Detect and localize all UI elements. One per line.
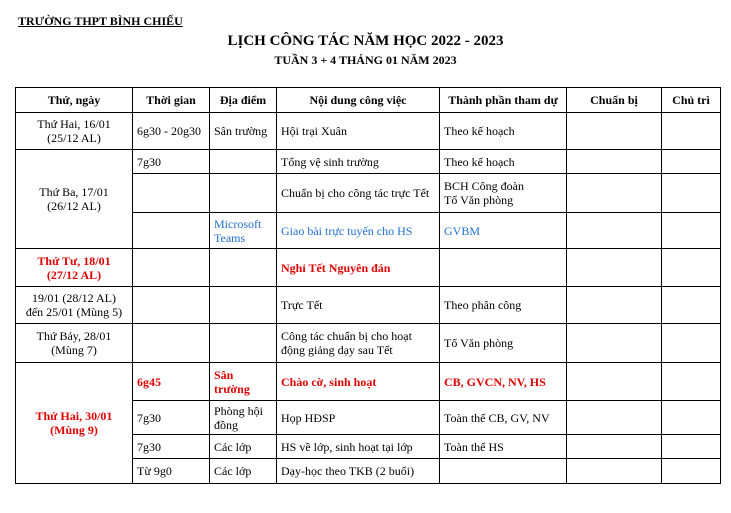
content-cell: Tổng vệ sinh trường [277,150,440,174]
school-name: TRƯỜNG THPT BÌNH CHIỂU [18,14,183,28]
place-cell [210,150,277,174]
day-label: Thứ Hai, 30/01 [35,409,113,423]
place-cell [210,324,277,363]
chair-cell [662,249,721,287]
attendees-cell: Theo phân công [440,287,567,324]
attendees-cell: CB, GVCN, NV, HS [440,363,567,401]
time-cell: Từ 9g0 [133,459,210,484]
chair-cell [662,287,721,324]
attendees-cell: Tổ Văn phòng [440,324,567,363]
page-title: LỊCH CÔNG TÁC NĂM HỌC 2022 - 2023 [227,33,504,49]
day-label: đến 25/01 (Mùng 5) [25,305,123,319]
chair-cell [662,459,721,484]
chair-cell [662,363,721,401]
table-row [16,324,721,363]
day-label: 19/01 (28/12 AL) [32,291,116,305]
place-cell: Microsoft Teams [210,213,277,249]
time-cell [133,213,210,249]
prep-cell [567,401,662,435]
prep-cell [567,324,662,363]
time-cell [133,287,210,324]
attendees-cell [440,249,567,287]
prep-cell [567,435,662,459]
table-row [16,150,721,174]
time-cell: 6g30 - 20g30 [133,113,210,150]
place-cell: Sân trường [210,113,277,150]
prep-cell [567,363,662,401]
prep-cell [567,213,662,249]
time-cell [133,174,210,213]
day-label: Thứ Bảy, 28/01 [36,329,112,343]
place-cell [210,249,277,287]
header-row [16,88,721,113]
place-cell: Sân trường [210,363,277,401]
content-cell: Chuẩn bị cho công tác trực Tết [277,174,440,213]
lunar-date: (Mùng 7) [51,343,97,357]
col-header-time: Thời gian [133,88,210,113]
attendee-line: Tổ Văn phòng [444,193,514,207]
time-cell: 7g30 [133,150,210,174]
content-cell: Công tác chuẩn bị cho hoạt động giảng dạy sau Tết [277,324,440,363]
content-cell: Trực Tết [277,287,440,324]
lunar-date: (25/12 AL) [47,131,101,145]
attendees-cell [440,459,567,484]
content-cell: Giao bài trực tuyến cho HS [277,213,440,249]
prep-cell [567,174,662,213]
time-cell [133,324,210,363]
time-cell: 7g30 [133,435,210,459]
content-cell: Hội trại Xuân [277,113,440,150]
chair-cell [662,435,721,459]
col-header-attendees: Thành phần tham dự [440,88,567,113]
chair-cell [662,213,721,249]
prep-cell [567,113,662,150]
chair-cell [662,174,721,213]
content-cell: Họp HĐSP [277,401,440,435]
day-cell [16,150,133,249]
content-cell: Dạy-học theo TKB (2 buổi) [277,459,440,484]
chair-cell [662,401,721,435]
content-cell: Nghỉ Tết Nguyên đán [277,249,440,287]
content-cell: Chào cờ, sinh hoạt [277,363,440,401]
prep-cell [567,287,662,324]
day-label: Thứ Ba, 17/01 [39,185,109,199]
prep-cell [567,150,662,174]
attendees-cell: Theo kế hoạch [440,150,567,174]
lunar-date: (27/12 AL) [46,267,102,282]
col-header-prep: Chuẩn bị [567,88,662,113]
place-cell: Phòng hội đồng [210,401,277,435]
place-cell: Các lớp [210,459,277,484]
place-cell [210,174,277,213]
attendees-cell: GVBM [440,213,567,249]
table-row [16,363,721,401]
day-cell [16,324,133,363]
attendees-cell [440,174,567,213]
lunar-date: (Mùng 9) [50,423,98,437]
page-subtitle: TUẦN 3 + 4 THÁNG 01 NĂM 2023 [274,53,457,67]
col-header-day: Thứ, ngày [16,88,133,113]
time-cell: 7g30 [133,401,210,435]
table-row [16,113,721,150]
table-row [16,249,721,287]
day-cell [16,363,133,484]
time-cell: 6g45 [133,363,210,401]
lunar-date: (26/12 AL) [47,199,101,213]
col-header-chair: Chủ trì [662,88,721,113]
chair-cell [662,113,721,150]
col-header-place: Địa điểm [210,88,277,113]
col-header-content: Nội dung công việc [277,88,440,113]
prep-cell [567,249,662,287]
place-cell: Các lớp [210,435,277,459]
day-label: Thứ Hai, 16/01 [37,117,111,131]
attendees-cell: Toàn thể HS [440,435,567,459]
day-label: Thứ Tư, 18/01 [37,253,111,268]
place-cell [210,287,277,324]
time-cell [133,249,210,287]
table-row [16,287,721,324]
chair-cell [662,324,721,363]
attendee-line: BCH Công đoàn [444,179,525,193]
day-cell [16,249,133,287]
content-cell: HS về lớp, sinh hoạt tại lớp [277,435,440,459]
day-cell [16,287,133,324]
prep-cell [567,459,662,484]
attendees-cell: Theo kế hoạch [440,113,567,150]
chair-cell [662,150,721,174]
attendees-cell: Toàn thể CB, GV, NV [440,401,567,435]
schedule-table [15,87,721,484]
day-cell [16,113,133,150]
